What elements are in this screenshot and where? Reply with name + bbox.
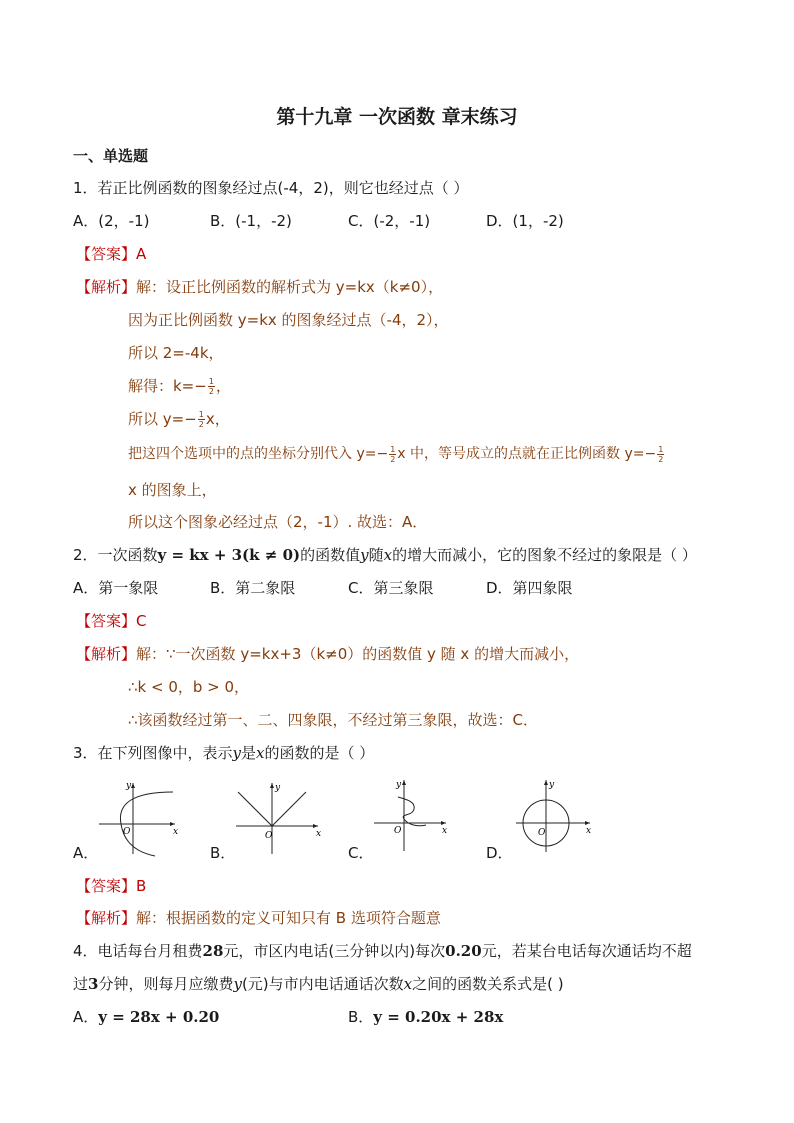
q1-option-c: C．(-2，-1) xyxy=(348,212,431,230)
q1-analysis-line-6 xyxy=(128,444,665,464)
analysis-text: x， xyxy=(205,410,230,428)
q2-analysis-line-1 xyxy=(76,644,579,664)
stem-text: 4．电话每台月租费 xyxy=(73,942,203,960)
fraction-numerator: 1 xyxy=(208,377,214,386)
stem-text: 的增大而减小，它的图象不经过的象限是（ ） xyxy=(392,546,697,564)
math-variable: y xyxy=(232,744,242,762)
fraction-denominator: 2 xyxy=(390,454,396,464)
q2-stem xyxy=(73,545,697,565)
q3-graph-c xyxy=(370,775,455,855)
analysis-text: ， xyxy=(215,377,231,395)
q1-option-a: A．(2，-1) xyxy=(73,212,150,230)
y-axis-arrow xyxy=(131,783,135,788)
option-label: A． xyxy=(73,1008,99,1026)
analysis-tag: 【解析】 xyxy=(76,278,137,296)
y-axis-arrow xyxy=(270,783,274,788)
q2-option-c: C．第三象限 xyxy=(348,579,434,597)
analysis-text: 解：根据函数的定义可知只有 B 选项符合题意 xyxy=(136,909,441,927)
stem-text: 随 xyxy=(368,546,384,564)
answer-tag: 【答案】 xyxy=(76,612,137,630)
analysis-text: 所以 y=− xyxy=(128,410,197,428)
stem-text: 之间的函数关系式是( ) xyxy=(412,975,564,993)
q4-option-a xyxy=(73,1007,219,1027)
fraction xyxy=(657,445,664,464)
fraction-numerator: 1 xyxy=(198,410,204,419)
q3-graph-d xyxy=(512,776,597,856)
x-label: x xyxy=(173,827,179,837)
fraction-numerator: 1 xyxy=(658,444,664,454)
stem-text: 3．在下列图像中，表示 xyxy=(73,744,233,762)
q3-graph-b xyxy=(232,778,327,858)
y-axis-arrow xyxy=(402,780,406,785)
math-expression: y = kx + 3(k ≠ 0) xyxy=(157,546,301,564)
q1-analysis-line-1 xyxy=(76,277,443,297)
y-label: y xyxy=(396,780,402,790)
q1-option-b: B．(-1，-2) xyxy=(210,212,292,230)
x-label: x xyxy=(316,829,322,839)
x-label: x xyxy=(442,826,448,836)
stem-text: 的函数值 xyxy=(300,546,361,564)
q3-option-b: B． xyxy=(210,844,236,862)
q3-option-a: A． xyxy=(73,844,99,862)
q2-option-b: B．第二象限 xyxy=(210,579,296,597)
y-axis-arrow xyxy=(544,780,548,785)
analysis-text: x 中，等号成立的点就在正比例函数 y=− xyxy=(397,446,657,462)
analysis-text: 解：∵一次函数 y=kx+3（k≠0）的函数值 y 随 x 的增大而减小， xyxy=(136,645,580,663)
stem-text: 是 xyxy=(241,744,257,762)
answer-value: C xyxy=(136,612,147,630)
y-label: y xyxy=(549,780,555,790)
q3-graph-a xyxy=(95,778,185,858)
q4-option-b xyxy=(348,1007,503,1027)
origin-label: O xyxy=(394,826,402,836)
math-variable: y xyxy=(360,546,369,564)
q3-stem xyxy=(73,743,374,763)
math-expression: y = 28x + 0.20 xyxy=(98,1008,220,1026)
stem-text: 元，若某台电话每次通话均不超 xyxy=(481,942,692,960)
stem-text: 元，市区内电话(三分钟以内)每次 xyxy=(223,942,446,960)
q1-answer xyxy=(76,244,146,264)
q3-option-d: D． xyxy=(486,844,513,862)
stem-text: 2．一次函数 xyxy=(73,546,158,564)
y-label: y xyxy=(275,783,281,793)
answer-tag: 【答案】 xyxy=(76,877,137,895)
math-variable: y xyxy=(233,975,242,993)
section-heading: 一、单选题 xyxy=(73,147,149,165)
curve xyxy=(398,797,426,826)
math-variable: x xyxy=(256,744,265,762)
q4-stem-line-1 xyxy=(73,941,692,961)
q2-option-a: A．第一象限 xyxy=(73,579,159,597)
option-label: B． xyxy=(348,1008,374,1026)
q1-stem: 1．若正比例函数的图象经过点(-4，2)，则它也经过点（ ） xyxy=(73,179,469,197)
math-variable: x xyxy=(383,546,393,564)
x-axis-arrow xyxy=(441,821,446,825)
q1-option-d: D．(1，-2) xyxy=(486,212,564,230)
q1-analysis-line-3: 所以 2=-4k， xyxy=(128,344,224,362)
origin-label: O xyxy=(538,828,546,838)
number: 0.20 xyxy=(445,942,482,960)
x-axis-arrow xyxy=(585,821,590,825)
q1-analysis-line-2: 因为正比例函数 y=kx 的图象经过点（-4，2）， xyxy=(128,311,449,329)
stem-text: (元)与市内电话通话次数 xyxy=(241,975,404,993)
analysis-tag: 【解析】 xyxy=(76,909,137,927)
x-label: x xyxy=(586,826,592,836)
answer-value: B xyxy=(136,877,147,895)
fraction-denominator: 2 xyxy=(208,387,214,396)
q2-analysis-line-2: ∴k < 0，b > 0， xyxy=(128,678,250,696)
origin-label: O xyxy=(123,827,131,837)
q2-analysis-line-3: ∴该函数经过第一、二、四象限，不经过第三象限，故选：C． xyxy=(128,711,539,729)
answer-value: A xyxy=(136,245,147,263)
fraction xyxy=(198,410,205,429)
q2-answer xyxy=(76,611,147,631)
q3-option-c: C． xyxy=(348,844,374,862)
x-axis-arrow xyxy=(313,824,318,828)
analysis-text: 解：设正比例函数的解析式为 y=kx（k≠0）， xyxy=(136,278,444,296)
origin-label: O xyxy=(265,831,273,841)
number: 3 xyxy=(88,975,99,993)
fraction-numerator: 1 xyxy=(390,444,396,454)
q1-analysis-line-7: x 的图象上， xyxy=(128,481,217,499)
fraction-denominator: 2 xyxy=(198,420,204,429)
math-expression: y = 0.20x + 28x xyxy=(373,1008,504,1026)
math-variable: x xyxy=(403,975,413,993)
fraction-denominator: 2 xyxy=(658,454,664,464)
stem-text: 的函数的是（ ） xyxy=(264,744,375,762)
q1-analysis-line-8: 所以这个图象必经过点（2，-1）. 故选：A． xyxy=(128,513,428,531)
answer-tag: 【答案】 xyxy=(76,245,137,263)
q1-analysis-line-5 xyxy=(128,409,230,429)
number: 28 xyxy=(202,942,224,960)
analysis-text: 把这四个选项中的点的坐标分别代入 y=− xyxy=(128,446,389,462)
q4-stem-line-2 xyxy=(73,974,564,994)
stem-text: 分钟，则每月应缴费 xyxy=(98,975,234,993)
q3-analysis-line-1 xyxy=(76,908,441,928)
stem-text: 过 xyxy=(73,975,89,993)
x-axis-arrow xyxy=(170,822,175,826)
fraction xyxy=(389,445,396,464)
page-title: 第十九章 一次函数 章末练习 xyxy=(276,106,518,128)
y-label: y xyxy=(126,781,132,791)
q1-analysis-line-4 xyxy=(128,376,231,396)
q3-answer xyxy=(76,876,146,896)
analysis-tag: 【解析】 xyxy=(76,645,137,663)
q2-option-d: D．第四象限 xyxy=(486,579,573,597)
analysis-text: 解得：k=− xyxy=(128,377,207,395)
fraction xyxy=(208,377,215,396)
